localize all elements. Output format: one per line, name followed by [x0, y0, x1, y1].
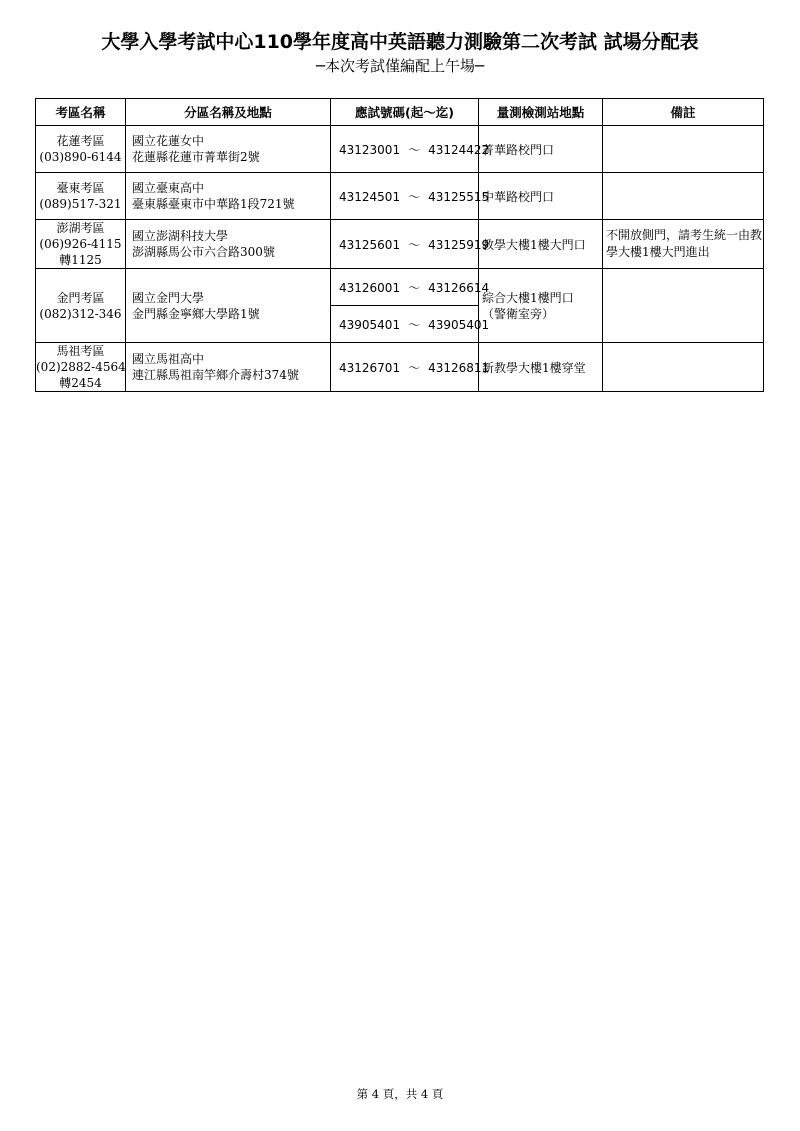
range-tilde: ～ [408, 142, 421, 157]
site-name: 國立馬祖高中 [132, 352, 205, 366]
col-header-station: 量測檢測站地點 [479, 99, 603, 126]
table-row [36, 269, 764, 306]
range-tilde: ～ [408, 360, 421, 375]
station-text: 中華路校門口 [482, 189, 555, 204]
region-phone: (082)312-346 [39, 306, 122, 321]
range-cell [331, 343, 490, 392]
col-header-region: 考區名稱 [36, 99, 126, 126]
region-phone: (02)2882-4564 [36, 360, 126, 374]
table-row [36, 126, 764, 173]
range-end: 43905401 [428, 317, 490, 332]
region-cell [36, 343, 126, 392]
station-text: 綜合大樓1樓門口 [482, 290, 574, 305]
range-end: 43125919 [428, 237, 490, 252]
range-tilde: ～ [408, 317, 421, 332]
site-address: 金門縣金寧鄉大學路1號 [132, 306, 260, 321]
station-text: 教學大樓1樓大門口 [482, 237, 586, 252]
page-title: 大學入學考試中心110學年度高中英語聽力測驗第二次考試 試場分配表 [101, 31, 699, 53]
site-cell [126, 343, 331, 392]
range-start: 43126001 [339, 280, 401, 295]
col-header-range: 應試號碼(起～迄) [331, 99, 479, 126]
site-name: 國立金門大學 [132, 290, 205, 305]
site-address: 臺東縣臺東市中華路1段721號 [132, 197, 295, 211]
range-tilde: ～ [408, 280, 421, 295]
station-text: 菁華路校門口 [482, 142, 555, 157]
range-start: 43126701 [339, 360, 401, 375]
exam-allocation-table [35, 98, 764, 392]
region-name: 澎湖考區 [56, 221, 105, 235]
site-address: 澎湖縣馬公市六合路300號 [132, 245, 275, 259]
station-cell [479, 343, 603, 392]
site-cell [126, 220, 331, 269]
region-name: 金門考區 [56, 290, 105, 305]
range-start: 43124501 [339, 189, 401, 204]
region-name: 臺東考區 [56, 181, 105, 195]
range-end: 43126614 [428, 280, 490, 295]
range-cell [331, 269, 490, 306]
col-header-site: 分區名稱及地點 [126, 99, 331, 126]
region-cell [36, 173, 126, 220]
region-cell [36, 220, 126, 269]
region-name: 馬祖考區 [56, 344, 105, 358]
region-ext: 轉1125 [59, 253, 102, 267]
range-cell [331, 306, 490, 343]
note-cell [603, 343, 764, 392]
site-name: 國立臺東高中 [132, 181, 205, 195]
range-tilde: ～ [408, 189, 421, 204]
range-end: 43124422 [428, 142, 490, 157]
station-text: 新教學大樓1樓穿堂 [482, 360, 586, 375]
table-row [36, 173, 764, 220]
col-header-note: 備註 [603, 99, 764, 126]
region-cell [36, 269, 126, 343]
range-cell [331, 126, 490, 173]
table-row [36, 220, 764, 269]
station-cell [479, 173, 603, 220]
note-cell: 不開放側門，請考生統一由教學大樓1樓大門進出 [603, 220, 764, 269]
region-cell [36, 126, 126, 173]
table-row [36, 343, 764, 392]
region-ext: 轉2454 [59, 376, 102, 390]
site-address: 連江縣馬祖南竿鄉介壽村374號 [132, 368, 299, 382]
site-cell [126, 269, 331, 343]
site-cell [126, 173, 331, 220]
region-phone: (06)926-4115 [39, 237, 122, 251]
note-cell [603, 173, 764, 220]
range-start: 43123001 [339, 142, 401, 157]
station-cell [479, 126, 603, 173]
station-cell [479, 220, 603, 269]
site-cell [126, 126, 331, 173]
range-tilde: ～ [408, 237, 421, 252]
station-subtext: （警衛室旁） [482, 306, 555, 321]
region-phone: (03)890-6144 [39, 150, 122, 164]
page-footer: 第 4 頁，共 4 頁 [356, 1087, 444, 1101]
range-cell [331, 220, 490, 269]
site-address: 花蓮縣花蓮市菁華街2號 [132, 150, 260, 164]
table-header-row [36, 99, 764, 126]
region-phone: (089)517-321 [39, 197, 122, 211]
range-start: 43905401 [339, 317, 401, 332]
station-cell [479, 269, 603, 343]
range-end: 43125515 [428, 189, 490, 204]
note-cell [603, 269, 764, 343]
range-start: 43125601 [339, 237, 401, 252]
range-cell [331, 173, 490, 220]
note-cell [603, 126, 764, 173]
page-subtitle: ─本次考試僅編配上午場─ [315, 57, 485, 75]
region-name: 花蓮考區 [56, 134, 105, 148]
site-name: 國立花蓮女中 [132, 134, 205, 148]
site-name: 國立澎湖科技大學 [132, 229, 229, 243]
range-end: 43126811 [428, 360, 490, 375]
